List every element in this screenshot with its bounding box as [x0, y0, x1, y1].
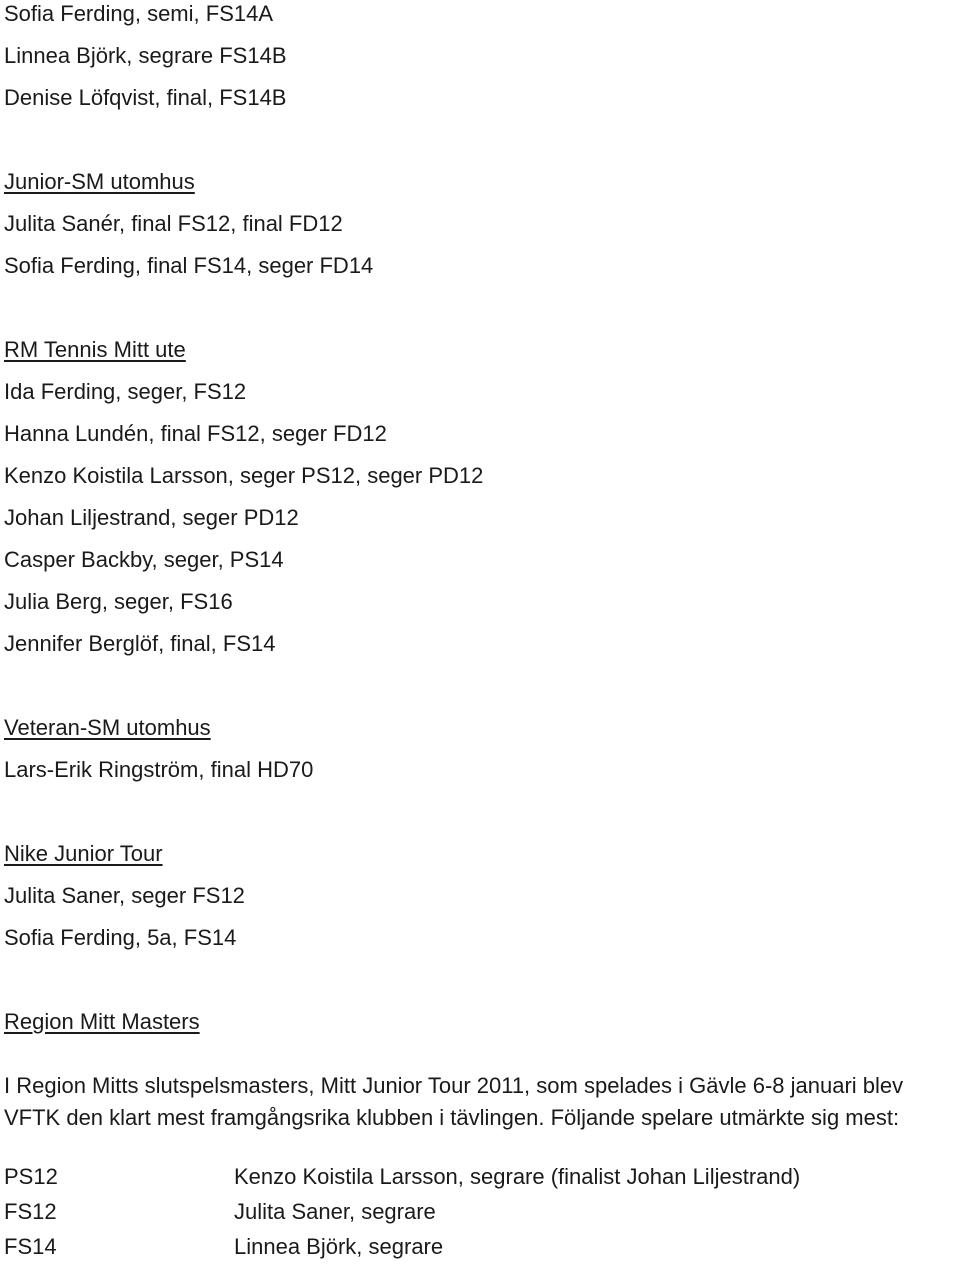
table-row [4, 1197, 956, 1232]
result-line: Jennifer Berglöf, final, FS14 [4, 631, 276, 656]
spacer [4, 672, 956, 714]
spacer [4, 798, 956, 840]
spacer [4, 1134, 956, 1162]
spacer [4, 1050, 956, 1070]
spacer [4, 126, 956, 168]
result-line: Sofia Ferding, 5a, FS14 [4, 925, 237, 950]
paragraph-line: VFTK den klart mest framgångsrika klubben i tävlingen. Följande spelare utmärkte sig mest: [4, 1105, 900, 1130]
result-line: Ida Ferding, seger, FS12 [4, 379, 247, 404]
masters-paragraph [4, 1070, 956, 1134]
player-cell: Julita Saner, segrare [234, 1199, 436, 1224]
result-line: Sofia Ferding, final FS14, seger FD14 [4, 253, 374, 278]
category-cell: FS14 [4, 1234, 57, 1259]
section-heading: Veteran-SM utomhus [4, 715, 211, 740]
section-heading: Nike Junior Tour [4, 841, 163, 866]
result-line: Hanna Lundén, final FS12, seger FD12 [4, 421, 387, 446]
section-heading: RM Tennis Mitt ute [4, 337, 186, 362]
result-line: Johan Liljestrand, seger PD12 [4, 505, 299, 530]
table-row [4, 1232, 956, 1267]
category-cell: PS12 [4, 1164, 58, 1189]
player-cell: Linnea Björk, segrare [234, 1234, 444, 1259]
spacer [4, 294, 956, 336]
table-row [4, 1162, 956, 1197]
result-line: Kenzo Koistila Larsson, seger PS12, seger PD12 [4, 463, 484, 488]
paragraph-line: I Region Mitts slutspelsmasters, Mitt Junior Tour 2011, som spelades i Gävle 6-8 januari blev [4, 1073, 904, 1098]
result-line: Sofia Ferding, semi, FS14A [4, 1, 274, 26]
result-line: Denise Löfqvist, final, FS14B [4, 85, 287, 110]
result-line: Julia Berg, seger, FS16 [4, 589, 233, 614]
result-line: Lars-Erik Ringström, final HD70 [4, 757, 314, 782]
player-cell: Kenzo Koistila Larsson, segrare (finalist Johan Liljestrand) [234, 1164, 801, 1189]
masters-results-table [4, 1162, 956, 1267]
section-heading: Region Mitt Masters [4, 1009, 200, 1034]
result-line: Julita Saner, seger FS12 [4, 883, 245, 908]
result-line: Casper Backby, seger, PS14 [4, 547, 284, 572]
section-heading: Junior-SM utomhus [4, 169, 195, 194]
result-line: Linnea Björk, segrare FS14B [4, 43, 287, 68]
spacer [4, 966, 956, 1008]
result-line: Julita Sanér, final FS12, final FD12 [4, 211, 343, 236]
category-cell: FS12 [4, 1199, 57, 1224]
document-page [4, 0, 956, 1267]
